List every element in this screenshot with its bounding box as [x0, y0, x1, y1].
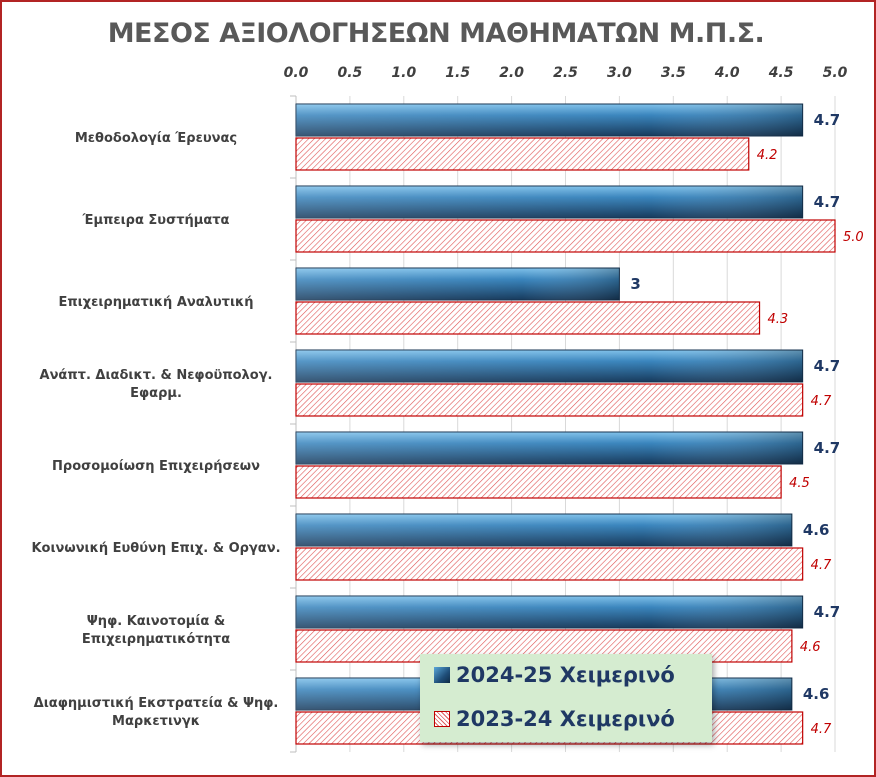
legend-item-2024-25 [434, 660, 675, 690]
category-label: Έμπειρα Συστήματα [82, 213, 230, 228]
bar-2024-25-shade [296, 104, 803, 136]
x-tick-label: 4.5 [768, 65, 794, 81]
bar-2024-25-shade [296, 268, 619, 300]
data-label-2024-25: 4.7 [813, 193, 841, 211]
x-tick-label: 0.5 [337, 65, 363, 81]
bar-2024-25-shade [296, 432, 803, 464]
bar-2024-25-shade [296, 186, 803, 218]
x-tick-label: 5.0 [822, 65, 848, 81]
category-label: Εφαρμ. [130, 386, 182, 401]
data-label-2024-25: 4.6 [802, 521, 830, 539]
x-tick-label: 3.0 [606, 65, 632, 81]
data-label-2024-25: 4.7 [813, 603, 841, 621]
bar-2023-24 [296, 466, 781, 498]
data-label-2023-24: 4.7 [810, 558, 832, 573]
bar-2023-24 [296, 220, 835, 252]
data-label-2023-24: 4.2 [756, 148, 778, 163]
x-tick-label: 2.0 [499, 65, 525, 81]
legend-item-2023-24 [434, 704, 675, 734]
x-tick-label: 2.5 [553, 65, 578, 81]
category-label: Διαφημιστική Εκστρατεία & Ψηφ. [33, 696, 279, 711]
data-label-2023-24: 4.5 [789, 476, 810, 491]
legend-label-2024-25: 2024-25 Χειμερινό [456, 663, 675, 687]
category-label: Κοινωνική Ευθύνη Επιχ. & Οργαν. [31, 541, 281, 556]
bar-2023-24 [296, 384, 803, 416]
category-label: Επιχειρηματικότητα [81, 632, 231, 647]
legend-swatch-2023-24 [434, 711, 450, 727]
bar-2023-24 [296, 138, 749, 170]
x-tick-label: 3.5 [660, 65, 686, 81]
data-label-2023-24: 4.6 [799, 640, 821, 655]
x-tick-label: 0.0 [283, 65, 309, 81]
x-tick-label: 4.0 [714, 65, 740, 81]
category-label: Προσομοίωση Επιχειρήσεων [52, 459, 260, 474]
data-label-2024-25: 4.6 [802, 685, 830, 703]
data-label-2023-24: 5.0 [843, 230, 864, 245]
bar-2023-24 [296, 302, 760, 334]
category-label: Επιχειρηματική Αναλυτική [58, 295, 254, 310]
data-label-2023-24: 4.3 [767, 312, 789, 327]
bar-2023-24 [296, 548, 803, 580]
data-label-2024-25: 4.7 [813, 439, 841, 457]
x-tick-label: 1.0 [391, 65, 417, 81]
data-label-2024-25: 4.7 [813, 111, 841, 129]
data-label-2023-24: 4.7 [810, 394, 832, 409]
bar-2024-25-shade [296, 350, 803, 382]
data-label-2024-25: 4.7 [813, 357, 841, 375]
category-label: Ανάπτ. Διαδικτ. & Νεφοϋπολογ. [39, 368, 273, 383]
data-label-2024-25: 3 [630, 275, 641, 293]
category-label: Μαρκετινγκ [112, 714, 200, 729]
legend-label-2023-24: 2023-24 Χειμερινό [456, 707, 675, 731]
legend [420, 654, 712, 742]
data-label-2023-24: 4.7 [810, 722, 832, 737]
bar-2024-25-shade [296, 514, 792, 546]
category-label: Μεθοδολογία Έρευνας [74, 131, 238, 146]
bar-2024-25-shade [296, 596, 803, 628]
x-tick-label: 1.5 [445, 65, 471, 81]
chart-title: ΜΕΣΟΣ ΑΞΙΟΛΟΓΗΣΕΩΝ ΜΑΘΗΜΑΤΩΝ Μ.Π.Σ. [107, 18, 765, 49]
legend-swatch-2024-25 [434, 667, 450, 683]
category-label: Ψηφ. Καινοτομία & [86, 614, 226, 629]
